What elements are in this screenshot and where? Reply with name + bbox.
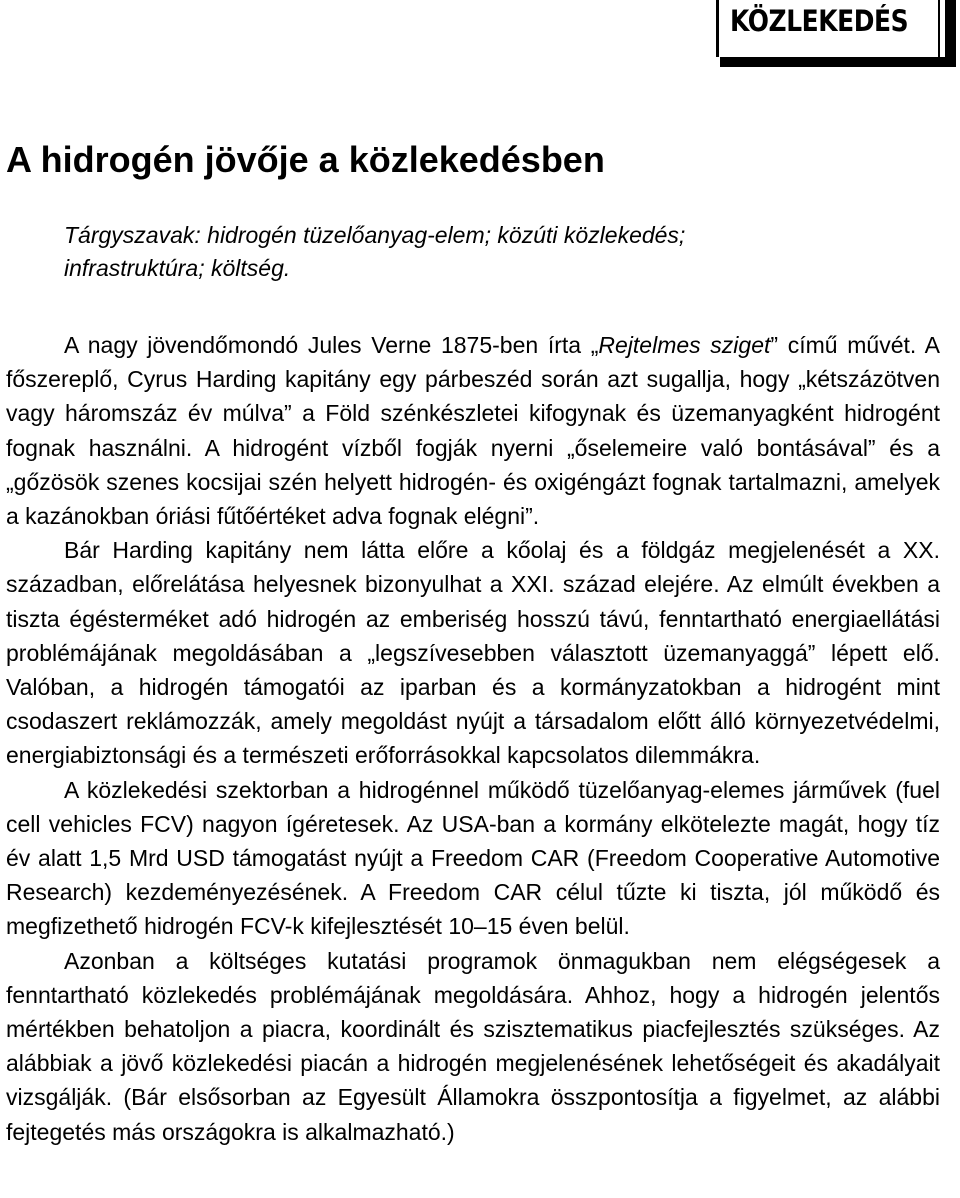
paragraph-4: Azonban a költséges kutatási programok önmagukban nem elégségesek a fenntartható közlekedés problémájának megoldására. Ahhoz, hogy a hidrogén jelentős mértékben behatoljon a piacra, koordinált és szisztematikus piacfejlesztés szükséges. Az alábbiak a jövő közlekedési piacán a hidrogén megjelenésének lehetőségeit és akadályait vizsgálják. (Bár elsősorban az Egyesült Államokra összpontosítja a figyelmet, az alábbi fejtegetés más országokra is alkalmazható.): [6, 947, 940, 1145]
paragraph-1-rest: ” című művét. A főszereplő, Cyrus Harding kapitány egy párbeszéd során azt sugallja, hogy „kétszázötven vagy háromszáz év múlva” a Föld szénkészletei kifogynak és üzemanyagként hidrogént fognak használni. A hidrogént vízből fogják nyerni „őselemeire való bontásával” és a „gőzösök szenes kocsijai szén helyett hidrogén- és oxigéngázt fognak tartalmazni, amelyek a kazánokban óriási fűtőértéket adva fognak elégni”.: [6, 332, 940, 530]
paragraph-1-start: A nagy jövendőmondó Jules Verne 1875-ben írta „: [64, 332, 599, 358]
header-left-border: [716, 0, 719, 57]
section-label: KÖZLEKEDÉS: [730, 4, 909, 38]
header-shadow-bottom: [720, 57, 956, 67]
paragraph-2: Bár Harding kapitány nem látta előre a kőolaj és a földgáz megjelenését a XX. században, előrelátása helyesnek bizonyulhat a XXI. század elejére. Az elmúlt években a tiszta égésterméket adó hidrogén az emberiség hosszú távú, fenntartható energiaellátási problémájának megoldásában a „legszívesebben választott üzemanyaggá” lépett elő. Valóban, a hidrogén támogatói az iparban és a kormányzatokban a hidrogént mint csodaszert reklámozzák, amely megoldást nyújt a társadalom előtt álló környezetvédelmi, energiabiztonsági és a természeti erőforrásokkal kapcsolatos dilemmákra.: [6, 537, 940, 769]
keywords-text: hidrogén tüzelőanyag-elem; közúti közlekedés; infrastruktúra; költség.: [64, 222, 686, 281]
keywords-label: Tárgyszavak:: [64, 222, 201, 248]
book-title: Rejtelmes sziget: [598, 332, 771, 358]
paragraph-3: A közlekedési szektorban a hidrogénnel működő tüzelőanyag-elemes járművek (fuel cell vehicles FCV) nagyon ígéretesek. Az USA-ban a kormány elkötelezte magát, hogy tíz év alatt 1,5 Mrd USD támogatást nyújt a Freedom CAR (Freedom Cooperative Automotive Research) kezdeményezésének. A Freedom CAR célul tűzte ki tiszta, jól működő és megfizethető hidrogén FCV-k kifejlesztését 10–15 éven belül.: [6, 776, 940, 940]
paragraph-1: [6, 328, 940, 533]
article-title: A hidrogén jövője a közlekedésben: [6, 139, 605, 180]
header-right-border: [938, 0, 940, 57]
section-header: [714, 0, 960, 57]
keywords-block: [64, 219, 804, 285]
article-body: [6, 328, 940, 1149]
